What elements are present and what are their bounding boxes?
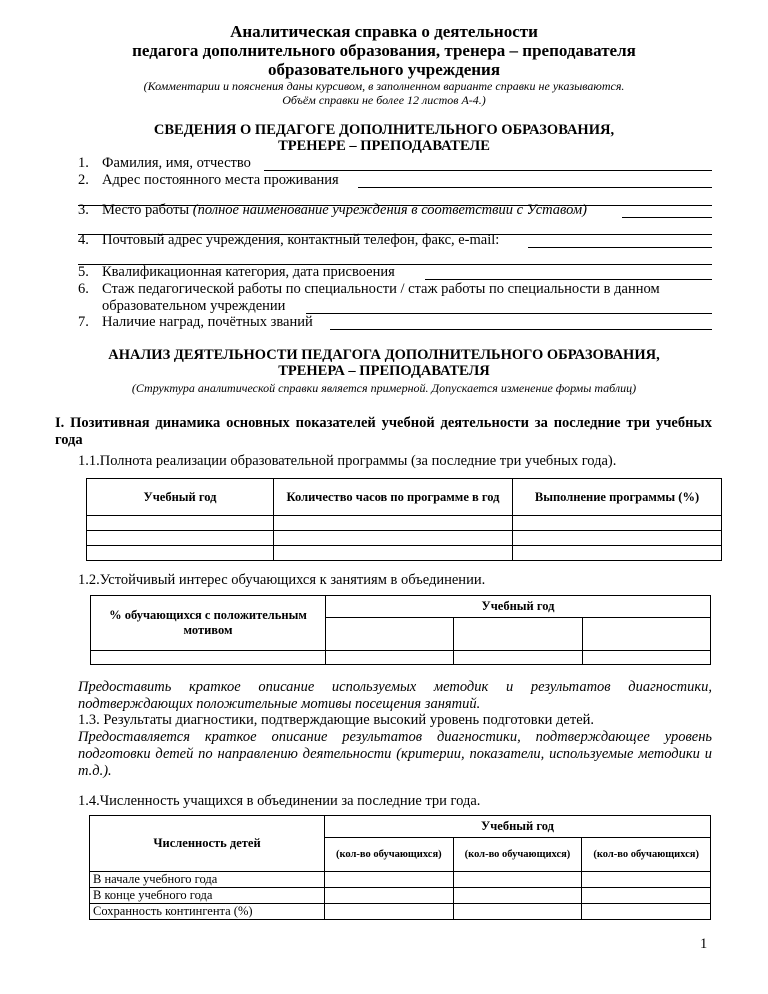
section1-title-line-2: ТРЕНЕРЕ – ПРЕПОДАВАТЕЛЕ <box>278 138 490 154</box>
fill-line <box>264 170 712 171</box>
item-number: 1. <box>78 155 89 171</box>
info-item-6 <box>78 281 660 298</box>
doc-note-line-1: (Комментарии и пояснения даны курсивом, в заполненном варианте справки не указываются. <box>143 79 625 93</box>
para-1-3-note: Предоставляется краткое описание результатов диагностики, подтверждающее уровень подготовки детей по направлению деятельности (критерии, показатели, используемые методики и т.д.). <box>78 729 712 779</box>
info-item-5 <box>78 264 395 281</box>
table-row <box>90 888 711 904</box>
table-subheader: (кол-во обучающихся) <box>582 838 711 872</box>
fill-line <box>330 329 712 330</box>
doc-title-line-2: педагога дополнительного образования, тренера – преподавателя <box>132 41 636 60</box>
table-cell[interactable] <box>325 872 454 888</box>
table-cell[interactable] <box>87 531 274 546</box>
para-1-4: 1.4.Численность учащихся в объединении за последние три года. <box>78 793 481 809</box>
table-cell[interactable] <box>582 651 710 665</box>
table-cell[interactable] <box>87 546 274 561</box>
table-row <box>90 872 711 888</box>
table-header: % обучающихся с положительным мотивом <box>91 596 326 651</box>
table-cell[interactable] <box>325 904 454 920</box>
table-cell[interactable] <box>454 618 582 651</box>
table-cell[interactable] <box>454 651 582 665</box>
item-label: Фамилия, имя, отчество <box>102 155 251 171</box>
table-subheader: (кол-во обучающихся) <box>325 838 454 872</box>
doc-title-line-1: Аналитическая справка о деятельности <box>230 22 538 41</box>
info-item-1 <box>78 155 251 172</box>
table-cell[interactable] <box>326 618 454 651</box>
section1-title-line-1: СВЕДЕНИЯ О ПЕДАГОГЕ ДОПОЛНИТЕЛЬНОГО ОБРАЗОВАНИЯ, <box>153 122 615 138</box>
info-item-6-continued: образовательном учреждении <box>102 298 286 314</box>
table-program-completion <box>86 478 722 561</box>
para-1-3: 1.3. Результаты диагностики, подтверждающие высокий уровень подготовки детей. <box>78 712 595 728</box>
item-label: Квалификационная категория, дата присвоения <box>102 264 395 280</box>
part1-heading: I. Позитивная динамика основных показателей учебной деятельности за последние три учебных года <box>55 415 712 448</box>
table-subheader: (кол-во обучающихся) <box>453 838 582 872</box>
table-cell[interactable] <box>453 872 582 888</box>
table-row <box>87 531 722 546</box>
table-cell[interactable] <box>582 888 711 904</box>
table-cell[interactable] <box>274 546 513 561</box>
item-label: Почтовый адрес учреждения, контактный телефон, факс, e-mail: <box>102 232 500 248</box>
info-item-7 <box>78 314 313 331</box>
item-label: Наличие наград, почётных званий <box>102 314 313 330</box>
item-number: 4. <box>78 232 89 248</box>
item-hint: (полное наименование учреждения в соответствии с Уставом) <box>192 202 587 218</box>
table-cell[interactable] <box>513 516 722 531</box>
table-student-count <box>89 815 711 920</box>
table-header: Учебный год <box>87 479 274 516</box>
table-motivation <box>90 595 711 665</box>
table-cell[interactable] <box>513 546 722 561</box>
table-header-group: Учебный год <box>326 596 711 618</box>
table-row <box>90 904 711 920</box>
table-header: Количество часов по программе в год <box>274 479 513 516</box>
doc-note-line-2: Объём справки не более 12 листов А-4.) <box>282 93 486 107</box>
item-label: Адрес постоянного места проживания <box>102 172 339 188</box>
item-number: 3. <box>78 202 89 218</box>
table-cell[interactable] <box>274 531 513 546</box>
para-1-1: 1.1.Полнота реализации образовательной программы (за последние три учебных года). <box>78 453 617 469</box>
section2-title-line-2: ТРЕНЕРА – ПРЕПОДАВАТЕЛЯ <box>278 363 490 379</box>
row-label: Сохранность контингента (%) <box>90 904 325 920</box>
table-cell[interactable] <box>453 888 582 904</box>
table-cell[interactable] <box>582 618 710 651</box>
table-header: Выполнение программы (%) <box>513 479 722 516</box>
section2-note: (Структура аналитической справки является примерной. Допускается изменение формы таблиц) <box>131 381 637 395</box>
fill-line <box>622 217 712 218</box>
fill-line <box>425 279 712 280</box>
para-1-2-note: Предоставить краткое описание используемых методик и результатов диагностики, подтверждающих положительные мотивы посещения занятий. <box>78 679 712 712</box>
item-label: Место работы <box>102 202 193 218</box>
item-number: 6. <box>78 281 89 297</box>
item-label: Стаж педагогической работы по специальности / стаж работы по специальности в данном <box>102 281 660 297</box>
table-cell[interactable] <box>274 516 513 531</box>
item-number: 5. <box>78 264 89 280</box>
table-header: Численность детей <box>90 816 325 872</box>
info-item-2 <box>78 172 339 189</box>
info-item-3 <box>78 202 587 219</box>
table-row <box>91 651 711 665</box>
page-number: 1 <box>700 936 708 952</box>
table-cell[interactable] <box>453 904 582 920</box>
table-cell[interactable] <box>582 904 711 920</box>
table-cell[interactable] <box>326 651 454 665</box>
fill-line <box>528 247 712 248</box>
table-row <box>87 516 722 531</box>
row-label: В конце учебного года <box>90 888 325 904</box>
table-cell[interactable] <box>91 651 326 665</box>
doc-title-line-3: образовательного учреждения <box>267 60 501 79</box>
fill-line <box>358 187 712 188</box>
table-header-group: Учебный год <box>325 816 711 838</box>
table-cell[interactable] <box>582 872 711 888</box>
para-1-2: 1.2.Устойчивый интерес обучающихся к занятиям в объединении. <box>78 572 486 588</box>
row-label: В начале учебного года <box>90 872 325 888</box>
section2-title-line-1: АНАЛИЗ ДЕЯТЕЛЬНОСТИ ПЕДАГОГА ДОПОЛНИТЕЛЬНОГО ОБРАЗОВАНИЯ, <box>108 347 660 363</box>
table-cell[interactable] <box>513 531 722 546</box>
info-item-4 <box>78 232 499 249</box>
table-cell[interactable] <box>325 888 454 904</box>
table-row <box>87 546 722 561</box>
item-number: 2. <box>78 172 89 188</box>
table-cell[interactable] <box>87 516 274 531</box>
item-number: 7. <box>78 314 89 330</box>
fill-line <box>306 313 712 314</box>
